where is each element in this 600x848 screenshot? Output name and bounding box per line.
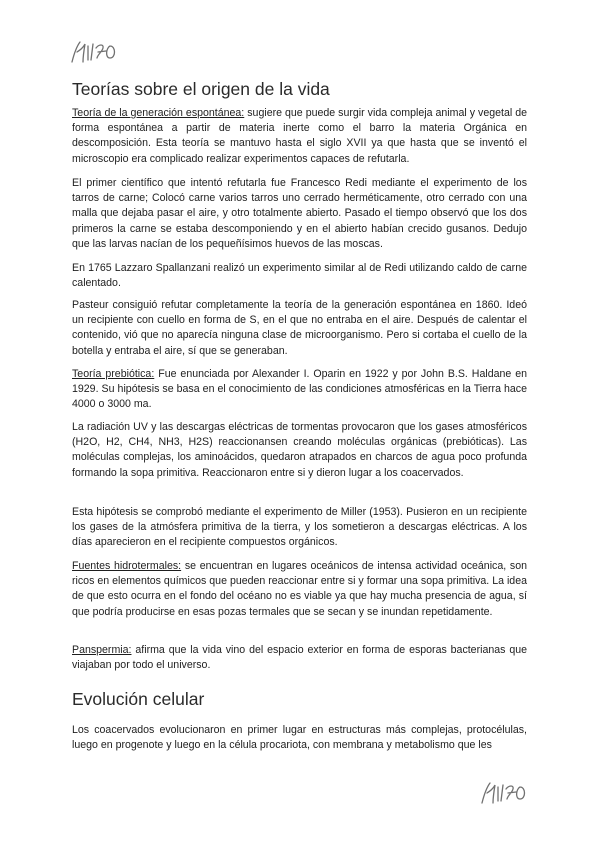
paragraph-spallanzani <box>72 261 527 291</box>
paragraph-text: se encuentran en lugares oceánicos de intensa actividad oceánica, son ricos en elementos químicos que pueden reaccionar entre si y formar una sopa primitiva. La idea de que esto ocurra en el fondo del océano no es viable ya que hay mucha presencia de agua, sí que podría producirse en esas pozas termales que se secan y se inundan repetidamente. <box>72 560 527 618</box>
paragraph-fuentes-hidrotermales <box>72 559 527 620</box>
term-label: Teoría prebiótica: <box>72 368 155 380</box>
paragraph-generacion-espontanea <box>72 106 527 167</box>
paragraph-text: Pasteur consiguió refutar completamente la teoría de la generación espontánea en 1860. Ideó un recipiente con cuello en forma de S, en el que no entraba en el aire. Después de calentar el contenido, vió que no aparecía ninguna clase de microorganismo. Pero si cortaba el cuello de la botella y entraba el aire, sí que se generaban. <box>72 299 527 357</box>
term-label: Teoría de la generación espontánea: <box>72 107 245 119</box>
paragraph-coacervados <box>72 723 527 753</box>
paragraph-panspermia <box>72 643 527 673</box>
term-label: Fuentes hidrotermales: <box>72 560 182 572</box>
signature-icon <box>68 36 126 66</box>
paragraph-miller <box>72 505 527 551</box>
paragraph-text: afirma que la vida vino del espacio exterior en forma de esporas bacterianas que viajaban por todo el universo. <box>72 644 527 672</box>
paragraph-redi <box>72 176 527 252</box>
paragraph-text: Los coacervados evolucionaron en primer lugar en estructuras más complejas, protocélulas, luego en progenote y luego en la célula procariota, con membrana y metabolismo que les <box>72 724 527 752</box>
paragraph-text: sugiere que puede surgir vida compleja animal y vegetal de forma espontánea a partir de materia inerte como el barro la materia Orgánica en descomposición. Esta teoría se mantuvo hasta el siglo XVII ya que hasta que se inventó el microscopio era complicado realizar experimentos capaces de refutarla. <box>72 107 527 165</box>
paragraph-text: Fue enunciada por Alexander I. Oparin en 1922 y por John B.S. Haldane en 1929. Su hipótesis se basa en el conocimiento de las condiciones atmosféricas en la Tierra hace 4000 o 3000 ma. <box>72 368 528 411</box>
term-label: Panspermia: <box>72 644 132 656</box>
paragraph-teoria-prebiotica <box>72 367 527 413</box>
section-title-evolucion-celular: Evolución celular <box>72 689 205 709</box>
paragraph-text: Esta hipótesis se comprobó mediante el experimento de Miller (1953). Pusieron en un recipiente los gases de la atmósfera primitiva de la tierra, y los sometieron a descargas eléctricas. A los días aparecieron en el recipiente compuestos orgánicos. <box>72 506 527 549</box>
paragraph-text: La radiación UV y las descargas eléctricas de tormentas provocaron que los gases atmosféricos (H2O, H2, CH4, NH3, H2S) reaccionansen creando moléculas orgánicas (prebióticas). Las moléculas complejas, los aminoácidos, quedaron atrapados en charcos de agua poco profunda formando la sopa primitiva. Reaccionaron entre si y dieron lugar a los coacervados. <box>72 421 527 479</box>
section-title-origen-vida: Teorías sobre el origen de la vida <box>72 79 330 99</box>
paragraph-text: El primer científico que intentó refutarla fue Francesco Redi mediante el experimento de los tarros de carne; Colocó carne varios tarros uno cerrado herméticamente, otro cerrado con una malla que dejaba pasar el aire, y otro totalmente abierto. Pasado el tiempo observó que los dos primeros la carne se estaba descomponiendo y en el abierto habían crecido gusanos. Dedujo que las larvas nacían de los pequeñísimos huevos de las moscas. <box>72 177 527 250</box>
paragraph-text: En 1765 Lazzaro Spallanzani realizó un experimento similar al de Redi utilizando caldo de carne calentado. <box>72 262 527 290</box>
signature-icon <box>478 777 536 807</box>
paragraph-radiacion-uv <box>72 420 527 481</box>
paragraph-pasteur <box>72 298 527 359</box>
